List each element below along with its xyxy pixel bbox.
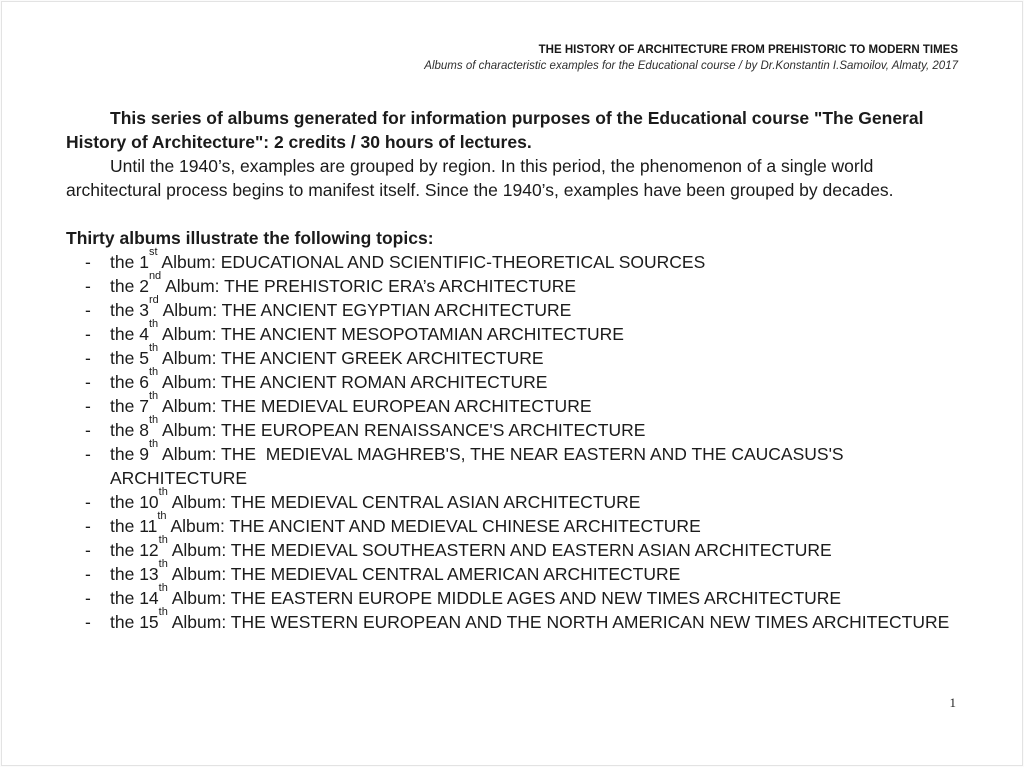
- list-item: [66, 582, 958, 610]
- list-dash: -: [85, 516, 91, 536]
- list-item-text: Album: THE ANCIENT GREEK ARCHITECTURE: [158, 348, 544, 368]
- list-dash: -: [85, 564, 91, 584]
- album-list: [66, 246, 958, 634]
- list-item-text: Album: THE ANCIENT MESOPOTAMIAN ARCHITECTURE: [158, 324, 624, 344]
- list-item-text: Album: THE WESTERN EUROPEAN AND THE NORTH AMERICAN NEW TIMES ARCHITECTURE: [167, 612, 950, 632]
- list-dash: -: [85, 372, 91, 392]
- ordinal-suffix: th: [148, 342, 159, 355]
- ordinal-suffix: th: [148, 318, 159, 331]
- intro-body-paragraph: Until the 1940’s, examples are grouped by region. In this period, the phenomenon of a single world architectural process begins to manifest itself. Since the 1940’s, examples have been grouped by decades.: [66, 156, 894, 200]
- list-item: [66, 294, 958, 322]
- list-item-text: Album: THE MEDIEVAL SOUTHEASTERN AND EASTERN ASIAN ARCHITECTURE: [167, 540, 832, 560]
- list-dash: -: [85, 420, 91, 440]
- list-item-text: Album: THE PREHISTORIC ERA’s ARCHITECTURE: [161, 276, 577, 296]
- list-item-text: Album: EDUCATIONAL AND SCIENTIFIC-THEORETICAL SOURCES: [157, 252, 706, 272]
- list-item-prefix: the 8: [110, 420, 149, 440]
- ordinal-suffix: th: [158, 534, 168, 547]
- list-item: [66, 486, 958, 514]
- ordinal-suffix: th: [158, 486, 168, 499]
- list-item-text: Album: THE MEDIEVAL CENTRAL ASIAN ARCHITECTURE: [167, 492, 641, 512]
- list-dash: -: [85, 300, 91, 320]
- list-item-prefix: the 6: [110, 372, 149, 392]
- list-item-text: Album: THE MEDIEVAL MAGHREB'S, THE NEAR EASTERN AND THE CAUCASUS'S ARCHITECTURE: [110, 444, 848, 488]
- list-item: [66, 414, 958, 442]
- list-item-text: Album: THE MEDIEVAL EUROPEAN ARCHITECTURE: [158, 396, 592, 416]
- list-item-text: Album: THE EASTERN EUROPE MIDDLE AGES AND NEW TIMES ARCHITECTURE: [167, 588, 842, 608]
- list-item-text: Album: THE MEDIEVAL CENTRAL AMERICAN ARCHITECTURE: [167, 564, 681, 584]
- ordinal-suffix: rd: [148, 294, 159, 307]
- list-item: [66, 342, 958, 370]
- list-dash: -: [85, 252, 91, 272]
- list-item-text: Album: THE ANCIENT EGYPTIAN ARCHITECTURE: [158, 300, 572, 320]
- list-item-prefix: the 12: [110, 540, 159, 560]
- ordinal-suffix: th: [148, 438, 159, 451]
- page-content: [2, 2, 1022, 634]
- document-subtitle: Albums of characteristic examples for the Educational course / by Dr.Konstantin I.Samoilov, Almaty, 2017: [424, 60, 958, 72]
- list-item-prefix: the 15: [110, 612, 159, 632]
- list-item: [66, 390, 958, 418]
- ordinal-suffix: nd: [148, 270, 162, 283]
- page-number: 1: [949, 695, 956, 710]
- list-item: [66, 510, 958, 538]
- list-dash: -: [85, 444, 91, 464]
- document-title: THE HISTORY OF ARCHITECTURE FROM PREHISTORIC TO MODERN TIMES: [538, 44, 958, 56]
- list-item-prefix: the 3: [110, 300, 149, 320]
- list-item: [66, 534, 958, 562]
- list-dash: -: [85, 612, 91, 632]
- list-item-prefix: the 9: [110, 444, 149, 464]
- list-dash: -: [85, 396, 91, 416]
- list-item: [66, 366, 958, 394]
- list-item-prefix: the 1: [110, 252, 149, 272]
- slide-page: [1, 1, 1023, 766]
- ordinal-suffix: th: [157, 510, 167, 523]
- list-item: [66, 606, 958, 634]
- list-dash: -: [85, 324, 91, 344]
- list-item: [66, 438, 958, 490]
- list-item-prefix: the 2: [110, 276, 149, 296]
- list-item: [66, 318, 958, 346]
- intro-lead-paragraph: This series of albums generated for information purposes of the Educational course "The General History of Architecture": 2 credits / 30 hours of lectures.: [66, 108, 924, 152]
- list-item-prefix: the 14: [110, 588, 159, 608]
- list-heading: Thirty albums illustrate the following topics:: [66, 228, 434, 248]
- list-item: [66, 558, 958, 586]
- list-dash: -: [85, 540, 91, 560]
- list-dash: -: [85, 492, 91, 512]
- ordinal-suffix: th: [148, 366, 159, 379]
- list-item: [66, 246, 958, 274]
- list-item-prefix: the 5: [110, 348, 149, 368]
- list-item-prefix: the 4: [110, 324, 149, 344]
- ordinal-suffix: th: [148, 390, 159, 403]
- list-dash: -: [85, 588, 91, 608]
- ordinal-suffix: st: [148, 246, 158, 259]
- list-item-text: Album: THE ANCIENT AND MEDIEVAL CHINESE ARCHITECTURE: [166, 516, 701, 536]
- list-item-prefix: the 7: [110, 396, 149, 416]
- list-item-prefix: the 11: [110, 516, 158, 536]
- list-dash: -: [85, 348, 91, 368]
- document-header: [66, 42, 958, 74]
- list-item-prefix: the 13: [110, 564, 159, 584]
- ordinal-suffix: th: [158, 558, 168, 571]
- list-item-prefix: the 10: [110, 492, 159, 512]
- ordinal-suffix: th: [158, 582, 168, 595]
- list-item: [66, 270, 958, 298]
- list-item-text: Album: THE ANCIENT ROMAN ARCHITECTURE: [158, 372, 548, 392]
- list-dash: -: [85, 276, 91, 296]
- ordinal-suffix: th: [148, 414, 159, 427]
- list-item-text: Album: THE EUROPEAN RENAISSANCE'S ARCHITECTURE: [158, 420, 646, 440]
- ordinal-suffix: th: [158, 606, 168, 619]
